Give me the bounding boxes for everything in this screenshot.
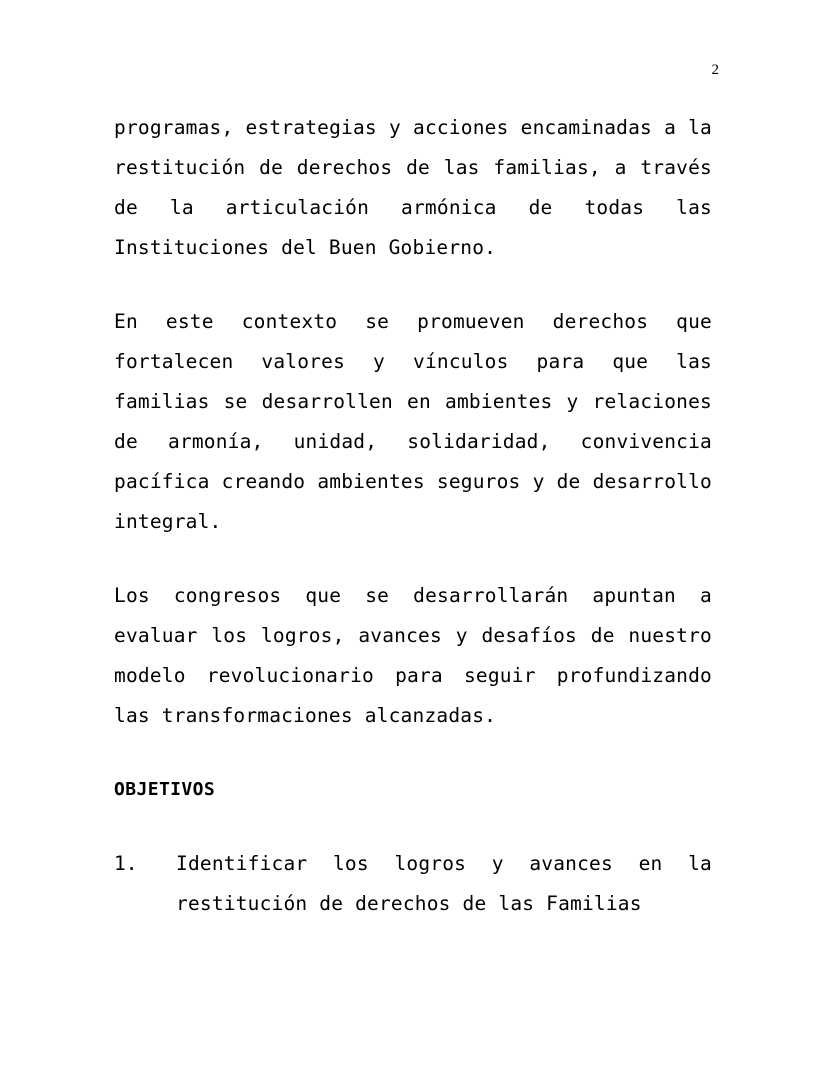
page-number: 2 (711, 62, 719, 78)
list-item-number: 1. (114, 852, 138, 875)
paragraph: programas, estrategias y acciones encaminadas a la restitución de derechos de las familias, a través de la articulación armónica de todas las Instituciones del Buen Gobierno. (114, 116, 712, 259)
list-item (114, 844, 712, 924)
list-item-text: Identificar los logros y avances en la restitución de derechos de las Familias (176, 852, 712, 915)
document-body (114, 108, 712, 958)
section-heading-objetivos: OBJETIVOS (114, 779, 216, 800)
paragraph: Los congresos que se desarrollarán apuntan a evaluar los logros, avances y desafíos de nuestro modelo revolucionario para seguir profundizando las transformaciones alcanzadas. (114, 584, 712, 727)
paragraph: En este contexto se promueven derechos que fortalecen valores y vínculos para que las familias se desarrollen en ambientes y relaciones de armonía, unidad, solidaridad, convivencia pacífica creando ambientes seguros y de desarrollo integral. (114, 310, 712, 533)
